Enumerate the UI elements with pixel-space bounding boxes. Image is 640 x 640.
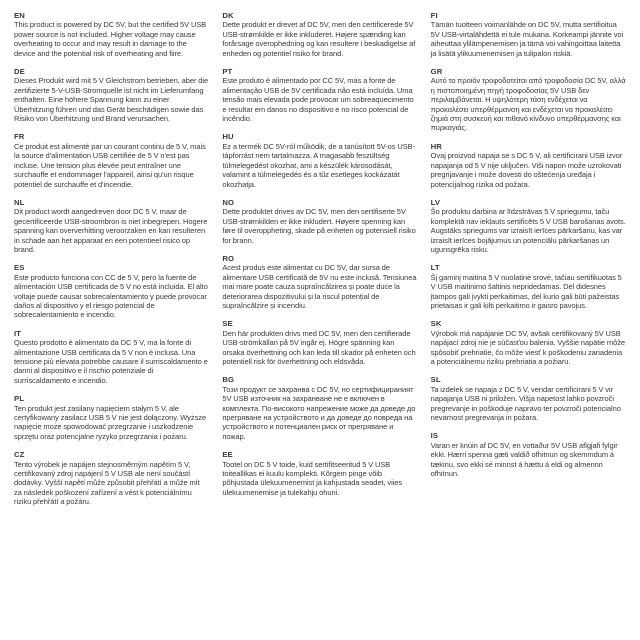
language-code-label: IT xyxy=(14,328,22,338)
language-section-dk xyxy=(222,11,417,58)
language-notice-text: Ta izdelek se napaja z DC 5 V, vendar certificirani 5 V vir napajanja USB ni priložen. Višja napetost lahko povzroči pregrevanje in poškoduje napravo ter povzroči potencialno nevarnost pregrevanja in požara. xyxy=(430,384,621,423)
language-section-it xyxy=(14,329,209,385)
language-code-label: HR xyxy=(430,141,442,151)
language-code-label: SE xyxy=(222,319,233,329)
language-notice-text: Questo prodotto è alimentato da DC 5 V, ma la fonte di alimentazione USB certificata da 5 V non è inclusa. Una tensione più elevata potrebbe causare il surriscaldamento e danni al dispositivo e il rischio potenziale di surriscaldamento e incendio. xyxy=(14,338,208,385)
language-section-lv xyxy=(431,198,626,254)
language-code-label: NO xyxy=(222,197,235,207)
language-section-es xyxy=(14,263,209,319)
text-column-right xyxy=(431,11,626,630)
language-notice-text: Αυτό το προϊόν τροφοδοτείται από τροφοδοσία DC 5V, αλλά η πιστοποιημένη πηγή τροφοδοσίας 5V USB δεν περιλαμβάνεται. Η υψηλότερη τάση ενδέχεται να προκαλέσει υπερθέρμανση και ενδέχεται να προκαλέσει ζημιά στη συσκευή και πιθανό κίνδυνο υπερθέρμανσης και πυρκαγιάς. xyxy=(430,76,626,133)
language-section-no xyxy=(222,198,417,245)
language-section-pt xyxy=(222,67,417,123)
language-code-label: EE xyxy=(222,450,233,460)
language-notice-text: Šį gaminį maitina 5 V nuolatinė srovė, tačiau sertifikuotas 5 V USB maitinimo šaltinis nepridedamas. Dėl didesnės įtampos gali įvykti perkaitimas, dėl kurio gali būti pažeistas prietaisas ir gali kilti perkaitimo ir gaisro pavojus. xyxy=(430,272,622,310)
language-section-lt xyxy=(431,263,626,310)
language-notice-text: Ce produit est alimenté par un courant continu de 5 V, mais la source d'alimentation USB certifiée de 5 V n'est pas incluse. Une tension plus élevée peut entraîner une surchauffe et endommager l'appareil, ainsi qu'un risque potentiel de surchauffe et d'incendie. xyxy=(14,141,206,189)
language-code-label: FI xyxy=(430,11,438,20)
language-notice-text: Šo produktu darbina ar līdzstrāvas 5 V spriegumu, taču komplektā nav iekļauts sertificēts 5 V USB barošanas avots. Augstāks spriegums var izraisīt ierīces pārkaršanu, kas var izraisīt ierīces bojājumus un potenciālu pārkaršanas un ugunsgrēka risku. xyxy=(430,207,626,254)
language-notice-text: Varan er knúin af DC 5V, en vottaður 5V USB aflgjafi fylgir ekki. Hærri spenna gæti valdið ofhitnun og skemmdum á tækinu, svo ekki sé minnst á hættu á eldi og almennri ofhitnun. xyxy=(430,440,618,479)
language-code-label: IS xyxy=(430,431,439,441)
language-section-ee xyxy=(222,450,417,497)
language-code-label: LT xyxy=(430,263,440,273)
language-section-hu xyxy=(222,132,417,188)
language-notice-text: Dit product wordt aangedreven door DC 5 V, maar de gecertificeerde USB-stroombron is niet inbegrepen. Hogere spanning kan oververhitting veroorzaken en kan resulteren in schade aan het apparaat en een potentieel risico op brand. xyxy=(14,207,208,254)
language-section-fr xyxy=(14,132,209,188)
language-section-ro xyxy=(222,254,417,310)
language-section-de xyxy=(14,67,209,123)
language-code-label: RO xyxy=(222,253,235,263)
language-code-label: SL xyxy=(430,375,441,385)
language-notice-text: Dette produktet drives av DC 5V, men den sertifiserte 5V USB-strømkilden er ikke inkludert. Høyere spenning kan føre til overoppheting, skade på enheten og potensiell risiko for brann. xyxy=(222,207,416,245)
language-code-label: FR xyxy=(14,132,25,142)
language-section-se xyxy=(222,319,417,366)
language-code-label: DE xyxy=(14,67,25,77)
language-code-label: PT xyxy=(222,67,233,77)
language-code-label: SK xyxy=(430,319,442,329)
language-section-is xyxy=(431,431,626,478)
language-code-label: PL xyxy=(14,394,25,404)
language-code-label: HU xyxy=(222,132,234,142)
language-code-label: LV xyxy=(430,197,441,207)
language-code-label: CZ xyxy=(14,450,25,460)
language-notice-text: Ovaj proizvod napaja se s DC 5 V, ali certificirani USB izvor napajanja od 5 V nije uključen. Viši napon može uzrokovati pregrijavanje i može dovesti do oštećenja uređaja i potencijalnog rizika od požara. xyxy=(430,151,623,189)
language-notice-text: Dette produkt er drevet af DC 5V, men den certificerede 5V USB-strømkilde er ikke inkluderet. Højere spænding kan forårsage overophedning og kan resultere i beskadigelse af enheden og potentiel risiko for brand. xyxy=(222,20,416,58)
language-section-bg xyxy=(222,375,417,441)
language-code-label: BG xyxy=(222,375,235,385)
text-column-left xyxy=(14,11,209,630)
language-code-label: EN xyxy=(14,11,25,20)
language-notice-text: Tootel on DC 5 V toide, kuid sertifitseeritud 5 V USB toiteallikas ei kuulu komplekti. Kõrgem pinge võib põhjustada ülekuumenemist ja kahjustada seadet, viies ülekuumenemise ja tulekahju ohuni. xyxy=(222,459,403,497)
language-section-hr xyxy=(431,142,626,189)
language-code-label: NL xyxy=(14,197,25,207)
language-section-cz xyxy=(14,450,209,506)
language-notice-text: Dieses Produkt wird mit 5 V Gleichstrom betrieben, aber die zertifizierte 5-V-USB-Stromquelle ist nicht im Lieferumfang enthalten. Eine höhere Spannung kann zu einer Überhitzung führen und das Gerät beschädigen sowie das Risiko von Überhitzung und Brand verursachen. xyxy=(14,76,209,124)
language-section-sl xyxy=(431,375,626,422)
language-notice-text: Este produto é alimentado por CC 5V, mas a fonte de alimentação USB de 5V certificada não está incluída. Uma tensão mais elevada pode provocar um sobreaquecimento e resultar em danos no dispositivo e no risco potencial de incêndio. xyxy=(222,76,414,124)
language-section-sk xyxy=(431,319,626,366)
language-section-fi xyxy=(431,11,626,58)
language-code-label: DK xyxy=(222,11,234,20)
language-code-label: GR xyxy=(430,67,443,77)
language-notice-text: Este producto funciona con CC de 5 V, pero la fuente de alimentación USB certificada de 5 V no está incluida. El alto voltaje puede causar sobrecalentamiento y puede provocar daños al dispositivo y el riesgo potencial de sobrecalentamiento e incendio. xyxy=(14,272,208,320)
language-section-en xyxy=(14,11,209,58)
language-notice-text: Ten produkt jest zasilany napięciem stałym 5 V, ale certyfikowany zasilacz USB 5 V nie jest dołączony. Wyższe napięcie może spowodować przegrzanie i uszkodzenie sprzętu oraz potencjalne ryzyko przegrzania i pożaru. xyxy=(14,403,207,441)
language-notice-text: Den här produkten drivs med DC 5V, men den certifierade USB-strömkällan på 5V ingår ej. Högre spänning kan orsaka överhettning och kan leda till skador på enheten och potentiell risk för överhettning och eldsvåda. xyxy=(222,328,416,366)
language-code-label: ES xyxy=(14,263,25,273)
language-section-pl xyxy=(14,394,209,441)
language-notice-text: Výrobok má napájanie DC 5V, avšak certifikovaný 5V USB napájací zdroj nie je súčasťou balenia. Vyššie napätie môže spôsobiť prehriatie, čo môže viesť k poškodeniu zariadenia a potenciálnemu riziku prehriatia a požiaru. xyxy=(430,328,626,366)
language-notice-text: Tento výrobek je napájen stejnosměrným napětím 5 V, certifikovaný zdroj napájení 5 V USB ale není součástí dodávky. Vyšší napětí může způsobit přehřátí a může mít za následek poškození zařízení a vést k potenciálnímu riziku přehřátí a požáru. xyxy=(14,459,200,507)
language-notice-text: Acest produs este alimentat cu DC 5V, dar sursa de alimentare USB certificată de 5V nu este inclusă. Tensiunea mai mare poate cauza supraîncălzirea și poate duce la deteriorarea dispozitivului și la riscul potențial de supraîncălzire și incendiu. xyxy=(222,263,417,310)
language-section-nl xyxy=(14,198,209,254)
language-notice-text: This product is powered by DC 5V, but the certified 5V USB power source is not included. Higher voltage may cause overheating to occur and may result in damage to the device and the potential risk of overheating and fiire. xyxy=(14,20,207,58)
language-notice-text: Ez a termék DC 5V-ról működik, de a tanúsított 5V-os USB-tápforrást nem tartalmazza. A magasabb feszültség túlmelegedést okozhat, ami a készülék károsodását, valamint a túlmelegedés és a tűz esetleges kockázatát okozhatja. xyxy=(222,141,416,189)
language-notice-text: Tämän tuotteen voimanlähde on DC 5V, mutta sertifioitua 5V USB-virtalähdettä ei tule mukana. Korkeampi jännite voi aiheuttaa ylilämpenemisen ja tämä voi vahingoittaa laitetta ja lisätä ylikuumenemisen ja tulipalon riskiä. xyxy=(430,20,624,58)
language-notice-text: Този продукт се захранва с DC 5V, но сертифицираният 5V USB източник на захранване не е включен в комплекта. По-високото напрежение може да доведе до прегряване на устройството и да доведе до повреда на устройството и потенциален риск от прегряване и пожар. xyxy=(222,384,416,441)
text-column-middle xyxy=(222,11,417,630)
language-section-gr xyxy=(431,67,626,133)
